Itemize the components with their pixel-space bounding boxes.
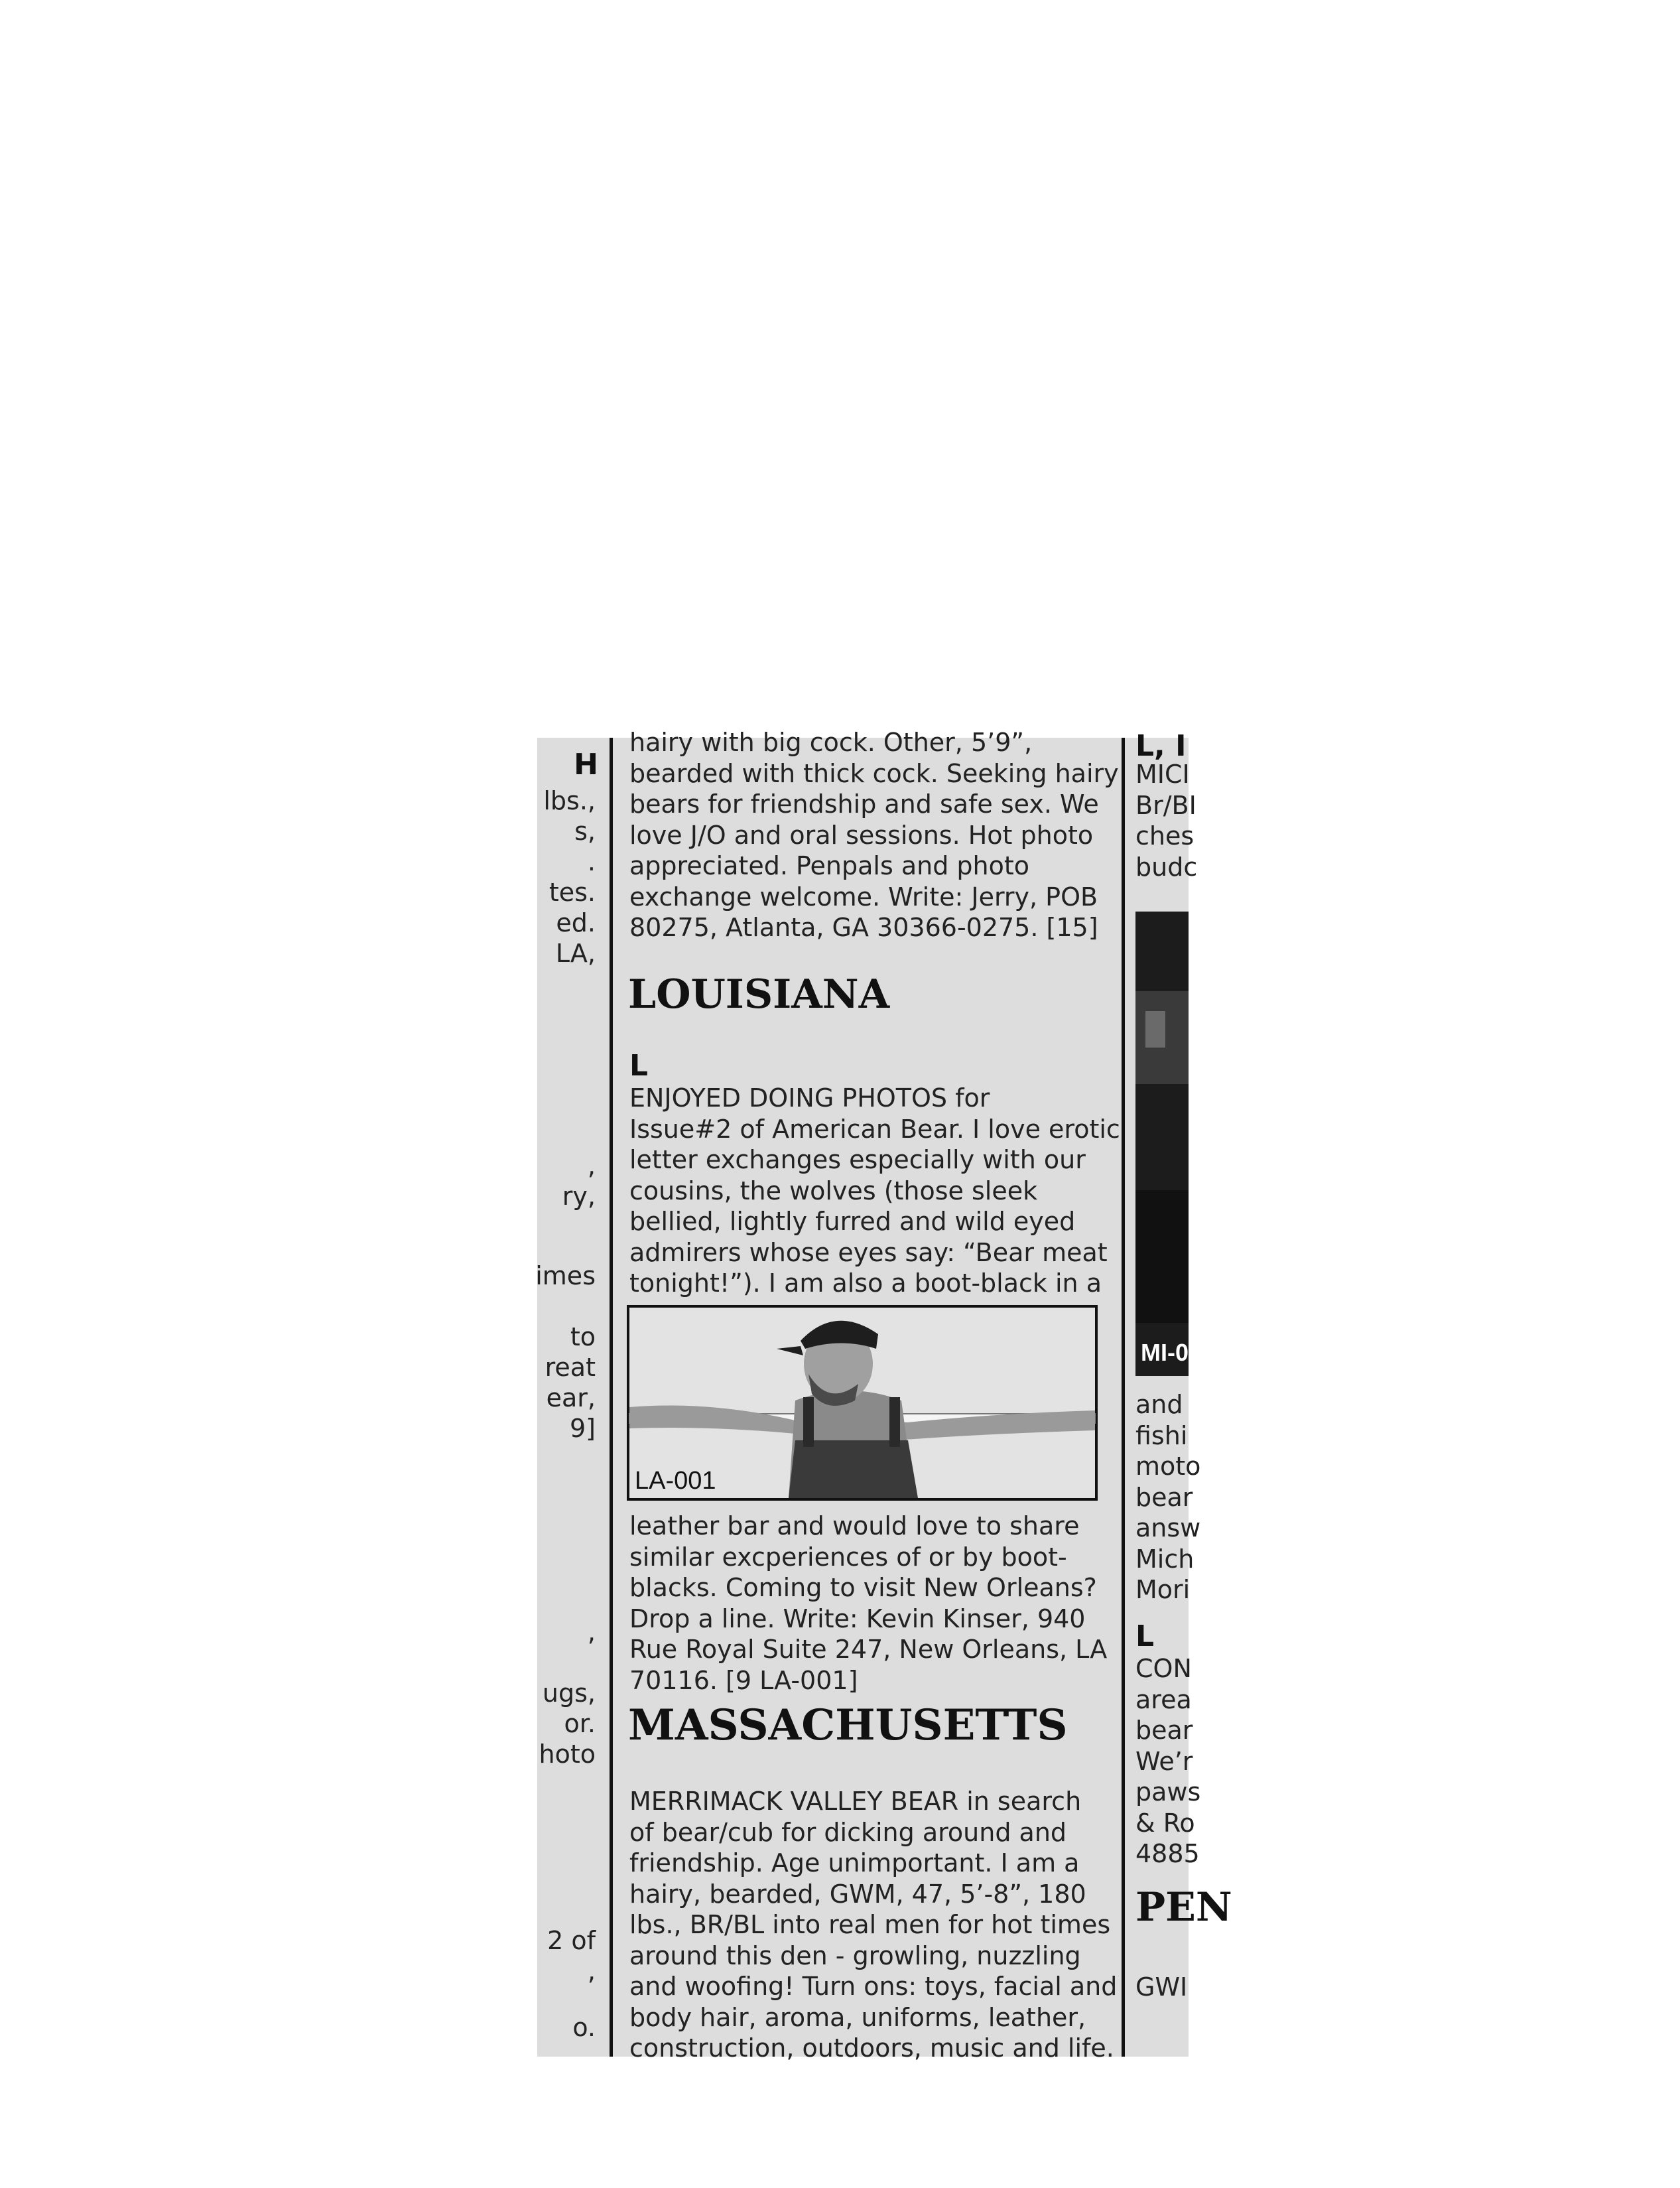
- state-heading-louisiana: LOUISIANA: [628, 971, 890, 1018]
- louisiana-text-line: similar excperiences of or by boot-: [629, 1542, 1067, 1572]
- intro-listing: [629, 727, 1119, 943]
- intro-line: bearded with thick cock. Seeking hairy: [629, 758, 1119, 788]
- intro-line: 80275, Atlanta, GA 30366-0275. [15]: [629, 913, 1098, 942]
- left-text-line: imes: [535, 1261, 596, 1290]
- right-text-line: paws: [1135, 1777, 1201, 1807]
- state-heading-massachusetts: MASSACHUSETTS: [628, 1700, 1068, 1750]
- dark-photo-illustration: [1135, 912, 1189, 1376]
- louisiana-text-line: Issue#2 of American Bear. I love erotic: [629, 1114, 1120, 1144]
- massachusetts-text-line: of bear/cub for dicking around and: [629, 1817, 1067, 1847]
- right-text-line: MICI: [1135, 760, 1190, 789]
- louisiana-listing-part1: [629, 1083, 1120, 1299]
- right-listing-top: [1135, 759, 1197, 882]
- photo-caption-la-001: LA-001: [635, 1467, 716, 1495]
- right-state-heading: PEN: [1135, 1884, 1232, 1931]
- louisiana-text-line: cousins, the wolves (those sleek: [629, 1176, 1038, 1205]
- intro-line: love J/O and oral sessions. Hot photo: [629, 820, 1094, 850]
- massachusetts-text-line: construction, outdoors, music and life.: [629, 2033, 1114, 2063]
- left-column-fragment: [537, 738, 601, 2057]
- left-code-heading: H: [574, 748, 598, 782]
- left-text-line: LA,: [555, 939, 596, 968]
- left-text-line: ear,: [546, 1383, 596, 1412]
- massachusetts-listing: [629, 1786, 1117, 2064]
- right-text-line: 4885: [1135, 1839, 1200, 1868]
- listing-photo-la-001: [627, 1305, 1098, 1501]
- louisiana-text-line: tonight!”). I am also a boot-black in a: [629, 1268, 1102, 1298]
- right-text-line: Mori: [1135, 1575, 1191, 1604]
- right-text-line: CON: [1135, 1654, 1192, 1683]
- left-text-line: .: [587, 847, 596, 876]
- louisiana-code: L: [629, 1049, 649, 1083]
- louisiana-text-line: 70116. [9 LA-001]: [629, 1665, 858, 1695]
- massachusetts-text-line: around this den - growling, nuzzling: [629, 1941, 1081, 1970]
- right-text-line: bear: [1135, 1716, 1193, 1745]
- right-text-line: area: [1135, 1684, 1192, 1714]
- right-text-line: budc: [1135, 852, 1198, 882]
- left-text-line: ,: [587, 1151, 596, 1180]
- listing-photo-mi: [1135, 912, 1189, 1376]
- left-text-line: ,: [587, 1617, 596, 1647]
- right-text-line: & Ro: [1135, 1808, 1195, 1838]
- left-text-line: reat: [545, 1353, 596, 1382]
- intro-line: appreciated. Penpals and photo: [629, 851, 1030, 880]
- left-text-line: s,: [574, 817, 596, 846]
- right-text-line: answ: [1135, 1513, 1201, 1542]
- massachusetts-text-line: lbs., BR/BL into real men for hot times: [629, 1910, 1111, 1939]
- massachusetts-text-line: friendship. Age unimportant. I am a: [629, 1848, 1080, 1878]
- left-text-line: hoto: [539, 1740, 596, 1769]
- photo-caption-mi: MI-0: [1141, 1339, 1189, 1366]
- massachusetts-text-line: MERRIMACK VALLEY BEAR in search: [629, 1787, 1082, 1816]
- column-rule-left: [610, 738, 613, 2057]
- right-text-line: fishi: [1135, 1420, 1188, 1450]
- intro-line: bears for friendship and safe sex. We: [629, 789, 1099, 819]
- left-text-line: tes.: [549, 878, 596, 907]
- left-text-line: 2 of: [547, 1926, 596, 1955]
- clipped-page-strip: [535, 728, 1232, 2063]
- louisiana-text-line: admirers whose eyes say: “Bear meat: [629, 1237, 1108, 1267]
- left-text-line: or.: [564, 1709, 596, 1738]
- louisiana-text-line: Rue Royal Suite 247, New Orleans, LA: [629, 1635, 1108, 1664]
- massachusetts-text-line: body hair, aroma, uniforms, leather,: [629, 2002, 1086, 2032]
- right-code-heading: L, I: [1135, 729, 1187, 763]
- right-text-line: Mich: [1135, 1544, 1195, 1574]
- right-text-line: We’r: [1135, 1746, 1193, 1776]
- right-text-line: ches: [1135, 821, 1195, 851]
- left-text-line: ugs,: [542, 1678, 596, 1708]
- left-text-line: ed.: [556, 908, 596, 937]
- right-text-line: moto: [1135, 1452, 1201, 1481]
- left-text-line: o.: [572, 2013, 596, 2042]
- right-text-line: bear: [1135, 1482, 1193, 1512]
- right-code-heading-2: L: [1135, 1619, 1155, 1653]
- louisiana-text-line: ENJOYED DOING PHOTOS for: [629, 1083, 990, 1113]
- left-text-line: 9]: [569, 1414, 596, 1443]
- right-last-line: GWI: [1135, 1972, 1188, 2002]
- right-listing-mid: [1135, 1389, 1200, 1606]
- louisiana-text-line: leather bar and would love to share: [629, 1511, 1080, 1540]
- massachusetts-text-line: and woofing! Turn ons: toys, facial and: [629, 1972, 1118, 2001]
- louisiana-text-line: bellied, lightly furred and wild eyed: [629, 1207, 1076, 1236]
- left-text-line: ,: [587, 1956, 596, 1986]
- louisiana-text-line: letter exchanges especially with our: [629, 1145, 1086, 1174]
- right-text-line: and: [1135, 1390, 1183, 1419]
- left-text-line: lbs.,: [543, 786, 596, 815]
- left-text-line: ry,: [562, 1182, 596, 1211]
- left-text-line: to: [570, 1322, 596, 1351]
- right-listing-bottom: [1135, 1653, 1200, 1870]
- massachusetts-text-line: hairy, bearded, GWM, 47, 5’-8”, 180: [629, 1879, 1086, 1909]
- louisiana-listing-part2: [629, 1511, 1107, 1696]
- column-rule-right: [1122, 738, 1125, 2057]
- louisiana-text-line: Drop a line. Write: Kevin Kinser, 940: [629, 1604, 1086, 1633]
- intro-line: exchange welcome. Write: Jerry, POB: [629, 882, 1098, 912]
- right-text-line: Br/BI: [1135, 790, 1196, 820]
- louisiana-text-line: blacks. Coming to visit New Orleans?: [629, 1573, 1097, 1602]
- intro-line: hairy with big cock. Other, 5’9”,: [629, 728, 1033, 757]
